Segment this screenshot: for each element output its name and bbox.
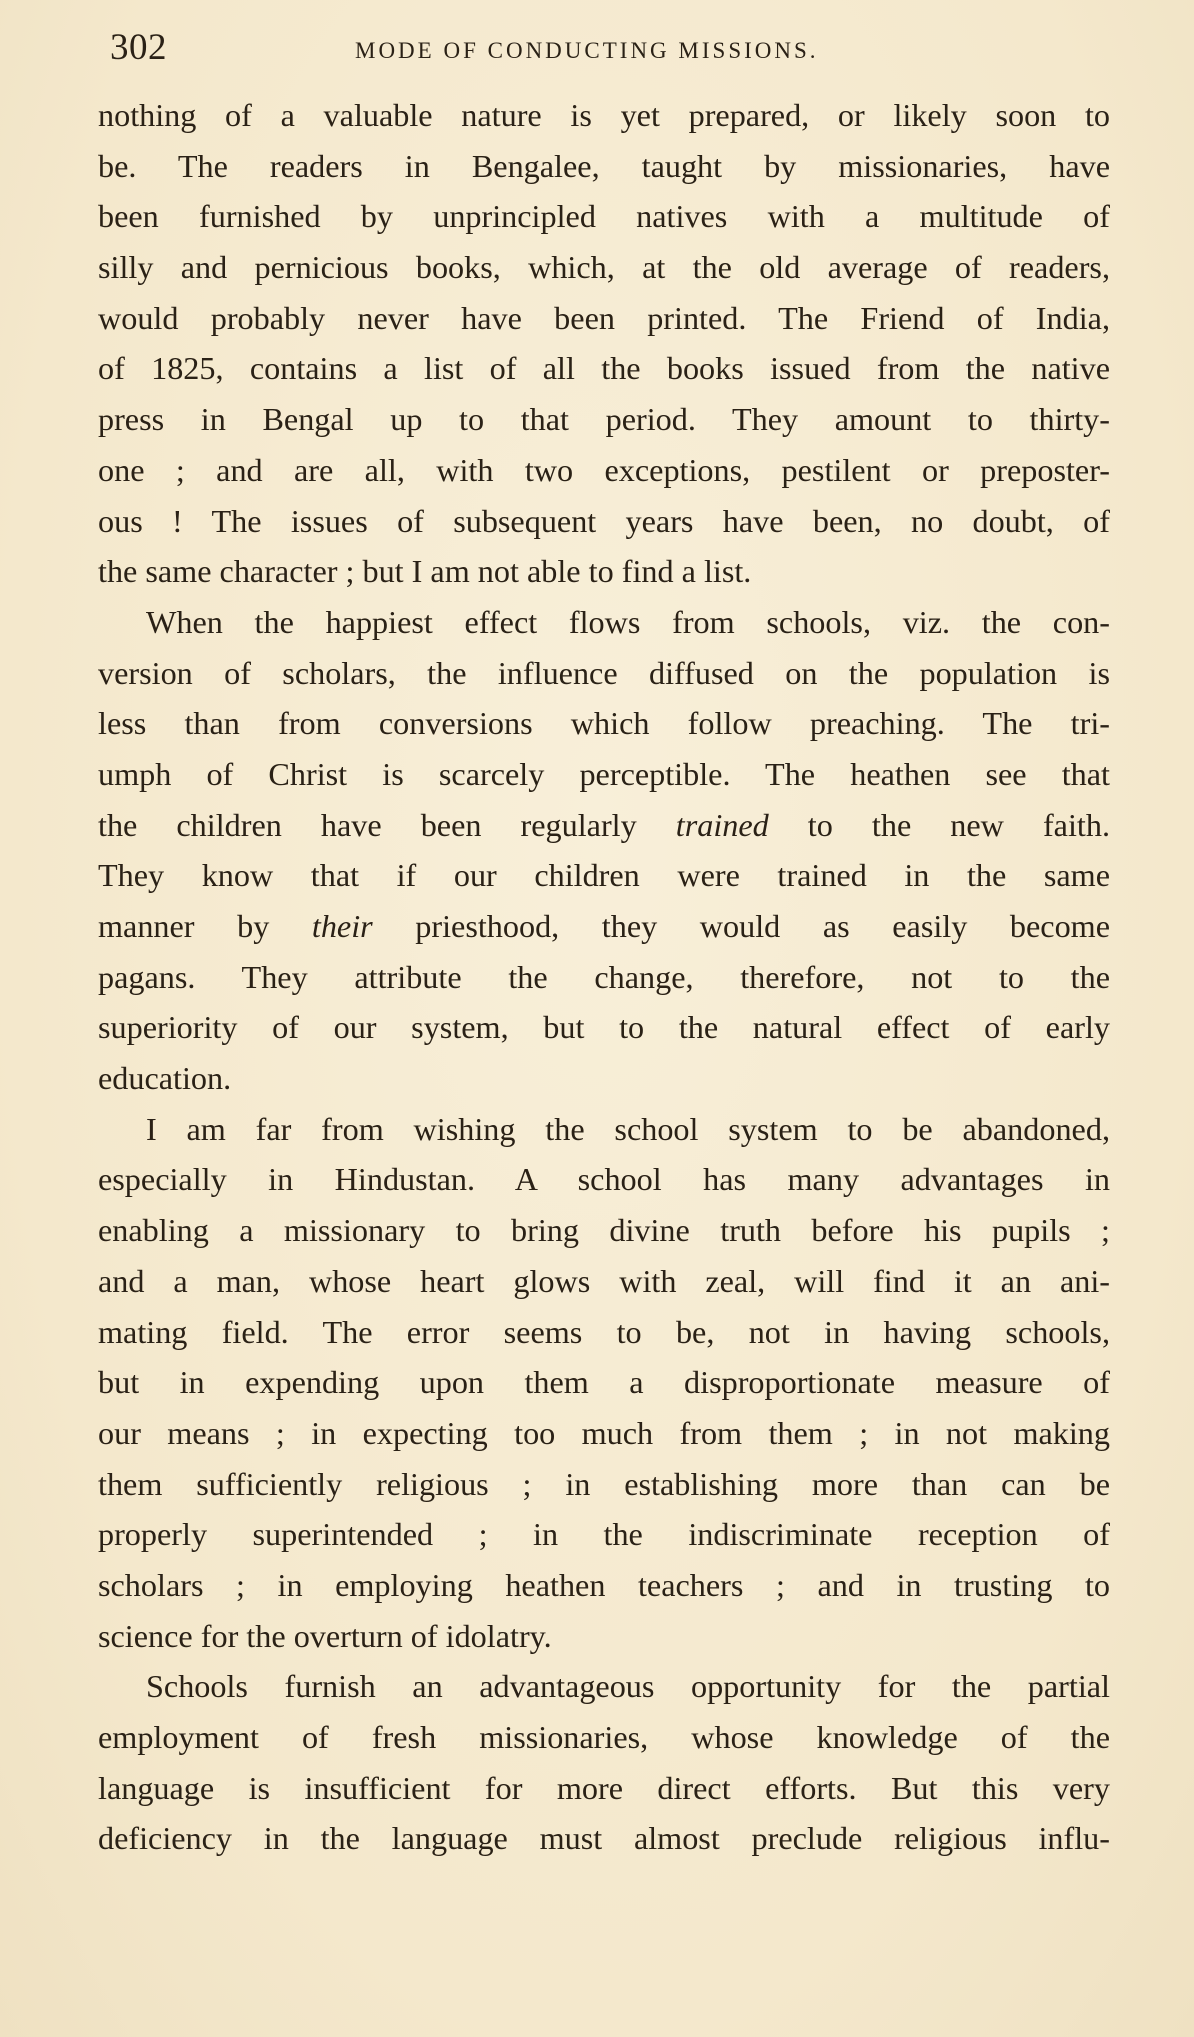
page-number: 302 <box>110 27 167 68</box>
text-line <box>98 800 1110 851</box>
text-line: be. The readers in Bengalee, taught by missionaries, have <box>98 147 1110 184</box>
text-line: less than from conversions which follow preaching. The tri- <box>98 705 1110 742</box>
text-line: the same character ; but I am not able to find a list. <box>98 553 752 590</box>
text-line: our means ; in expecting too much from them ; in not making <box>98 1414 1110 1451</box>
text-line: pagans. They attribute the change, therefore, not to the <box>98 958 1110 995</box>
text-line: silly and pernicious books, which, at the old average of readers, <box>98 249 1110 286</box>
text-line: them sufficiently religious ; in establishing more than can be <box>98 1465 1110 1502</box>
text-line: When the happiest effect flows from schools, viz. the con- <box>146 603 1110 640</box>
text-line: would probably never have been printed. The Friend of India, <box>98 299 1110 336</box>
page-header <box>110 22 1110 82</box>
text-line <box>98 901 1110 952</box>
text-run: manner by <box>98 908 312 944</box>
body-text <box>98 90 1110 1864</box>
text-line: education. <box>98 1060 232 1097</box>
text-line: umph of Christ is scarcely perceptible. The heathen see that <box>98 755 1110 792</box>
text-line: and a man, whose heart glows with zeal, will find it an ani- <box>98 1262 1110 1299</box>
text-line: Schools furnish an advantageous opportunity for the partial <box>146 1668 1110 1705</box>
text-run: to the new faith. <box>768 806 1110 843</box>
text-line: especially in Hindustan. A school has many advantages in <box>98 1161 1110 1198</box>
text-line: scholars ; in employing heathen teachers ; and in trusting to <box>98 1566 1110 1603</box>
text-line: but in expending upon them a disproportionate measure of <box>98 1364 1110 1401</box>
text-line: version of scholars, the influence diffused on the population is <box>98 654 1110 691</box>
text-line: press in Bengal up to that period. They amount to thirty- <box>98 401 1110 438</box>
running-head: MODE OF CONDUCTING MISSIONS. <box>355 38 819 63</box>
text-line: of 1825, contains a list of all the books issued from the native <box>98 350 1110 387</box>
text-line: I am far from wishing the school system to be abandoned, <box>146 1110 1110 1147</box>
text-line: ous ! The issues of subsequent years have been, no doubt, of <box>98 502 1110 539</box>
text-line: mating field. The error seems to be, not in having schools, <box>98 1313 1110 1350</box>
text-line: nothing of a valuable nature is yet prepared, or likely soon to <box>98 97 1110 133</box>
text-line: They know that if our children were trained in the same <box>98 857 1110 894</box>
text-line: enabling a missionary to bring divine truth before his pupils ; <box>98 1212 1110 1249</box>
text-run: the children have been regularly <box>98 806 676 843</box>
text-line: deficiency in the language must almost preclude religious influ- <box>98 1820 1110 1857</box>
text-line: language is insufficient for more direct efforts. But this very <box>98 1769 1110 1806</box>
text-line: science for the overturn of idolatry. <box>98 1617 552 1654</box>
text-line: properly superintended ; in the indiscriminate reception of <box>98 1516 1110 1553</box>
text-line: employment of fresh missionaries, whose knowledge of the <box>98 1719 1110 1755</box>
italic-word: trained <box>675 806 769 843</box>
text-line: superiority of our system, but to the natural effect of early <box>98 1009 1110 1046</box>
italic-word: their <box>311 908 373 944</box>
text-run: priesthood, they would as easily become <box>372 908 1110 944</box>
text-line: one ; and are all, with two exceptions, pestilent or preposter- <box>98 451 1110 488</box>
text-line: been furnished by unprincipled natives with a multitude of <box>98 198 1110 235</box>
